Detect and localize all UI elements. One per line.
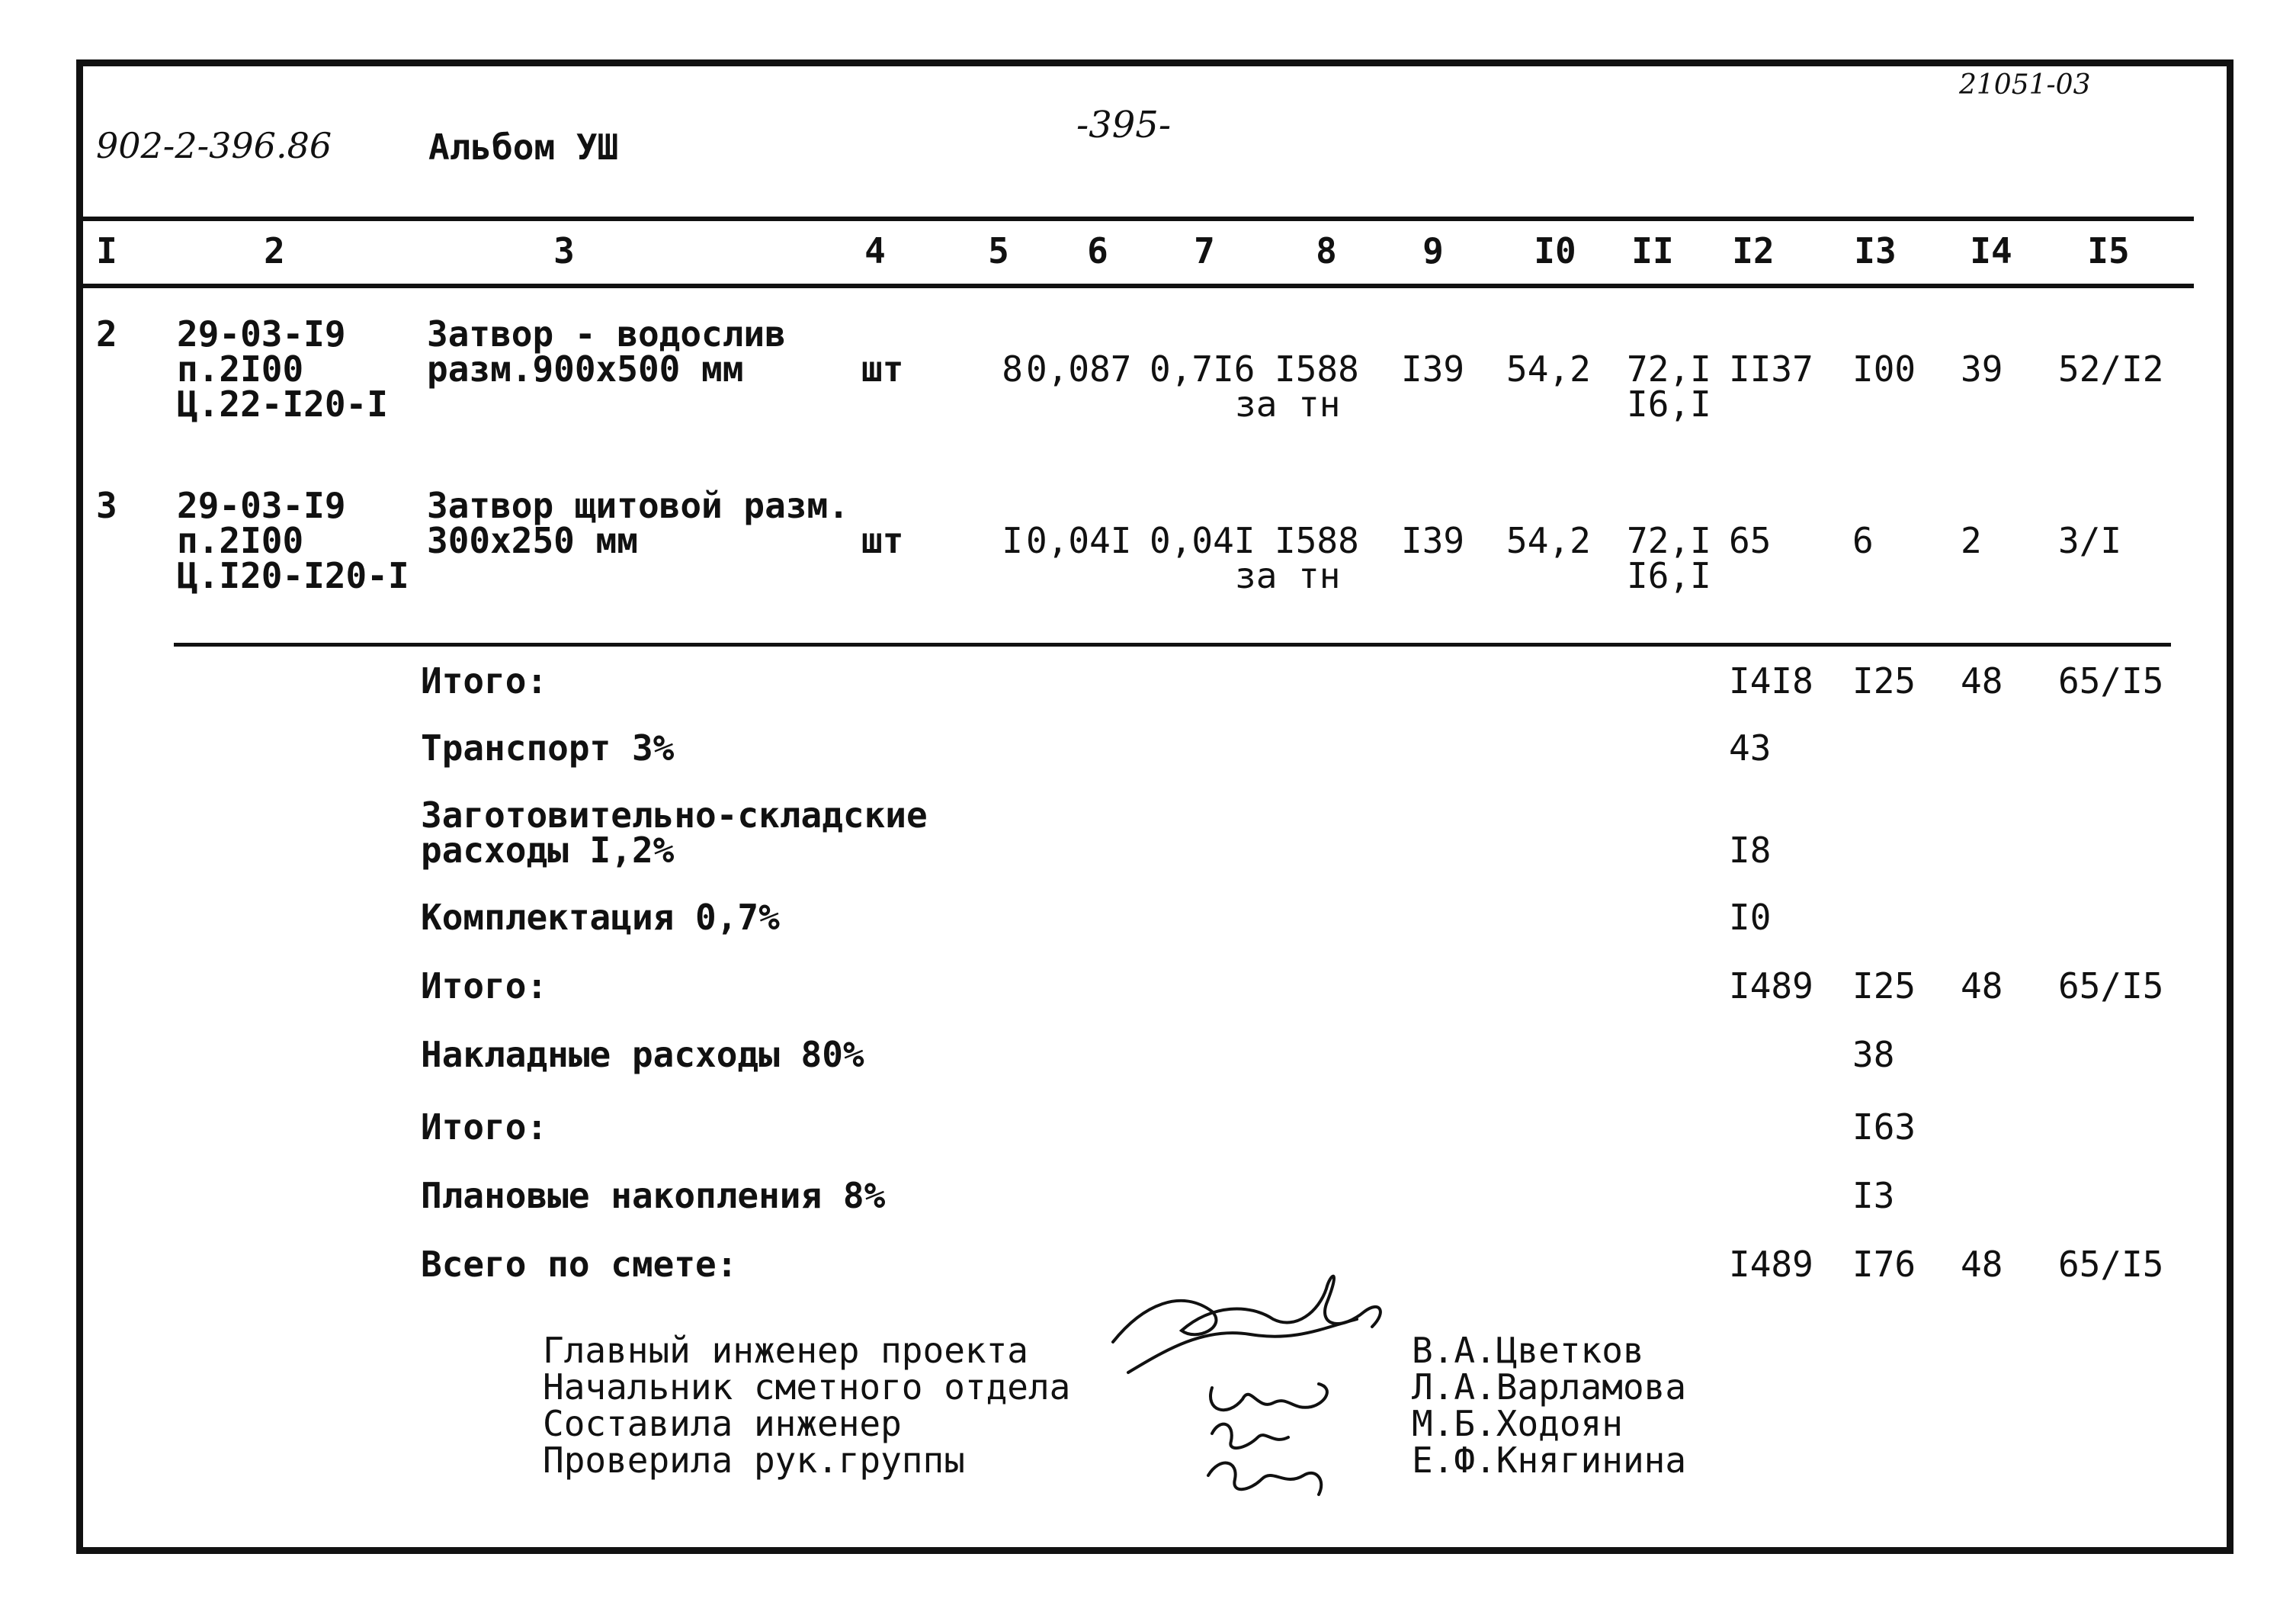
summary-col13: I25	[1852, 660, 1916, 701]
row-number: 2	[96, 313, 117, 355]
summary-col15: 65/I5	[2058, 1244, 2164, 1285]
column-number-1: I	[96, 230, 117, 271]
signatory-role: Начальник сметного отдела	[543, 1366, 1071, 1408]
row-unit: шт	[861, 348, 904, 390]
column-number-14: I4	[1970, 230, 2012, 271]
row-col12: II37	[1729, 348, 1813, 390]
row-col15: 52/I2	[2058, 348, 2164, 390]
row-number: 3	[96, 485, 117, 526]
row-col13: 6	[1852, 520, 1874, 561]
column-number-10: I0	[1534, 230, 1576, 271]
summary-label: Итого:	[421, 965, 548, 1006]
row-col14: 2	[1961, 520, 1982, 561]
summary-col12: I0	[1729, 897, 1772, 938]
summary-col14: 48	[1961, 660, 2003, 701]
row-code-line: п.2I00	[177, 348, 304, 390]
column-number-2: 2	[264, 230, 285, 271]
summary-col14: 48	[1961, 1244, 2003, 1285]
column-number-9: 9	[1422, 230, 1444, 271]
summary-col12: I489	[1729, 1244, 1813, 1285]
signatory-role: Проверила рук.группы	[543, 1440, 965, 1481]
column-number-7: 7	[1194, 230, 1215, 271]
row-col12: 65	[1729, 520, 1772, 561]
column-number-15: I5	[2087, 230, 2130, 271]
row-col13: I00	[1852, 348, 1916, 390]
row-col7: 0,04I	[1150, 520, 1255, 561]
row-col11-line: I6,I	[1627, 384, 1711, 425]
header-rule-top	[82, 217, 2194, 221]
column-number-11: II	[1631, 230, 1674, 271]
column-number-6: 6	[1087, 230, 1108, 271]
summary-label: Итого:	[421, 660, 548, 701]
summary-label: Плановые накопления 8%	[421, 1175, 886, 1216]
signatory-role: Главный инженер проекта	[543, 1330, 1028, 1371]
signatory-name: Е.Ф.Княгинина	[1412, 1440, 1687, 1481]
row-col8: I588	[1275, 520, 1359, 561]
row-col11-line: 72,I	[1627, 520, 1711, 561]
row-name-line: Затвор - водослив	[427, 313, 786, 355]
column-number-12: I2	[1732, 230, 1775, 271]
row-col8: I588	[1275, 348, 1359, 390]
row-name-line: 300х250 мм	[427, 520, 638, 561]
column-number-8: 8	[1316, 230, 1337, 271]
summary-separator	[174, 643, 2171, 647]
row-col15: 3/I	[2058, 520, 2122, 561]
row-unit: шт	[861, 520, 904, 561]
row-code-line: п.2I00	[177, 520, 304, 561]
row-col8-unit: за тн	[1235, 384, 1341, 425]
row-col9: I39	[1401, 520, 1465, 561]
summary-col14: 48	[1961, 965, 2003, 1006]
summary-label: Итого:	[421, 1106, 548, 1148]
column-number-13: I3	[1854, 230, 1897, 271]
row-code-line: Ц.I20-I20-I	[177, 555, 409, 596]
signatory-role: Составила инженер	[543, 1403, 902, 1444]
summary-label: Транспорт 3%	[421, 727, 675, 769]
row-name-line: Затвор щитовой разм.	[427, 485, 849, 526]
stamp-number: 21051-03	[1959, 69, 2091, 101]
row-col14: 39	[1961, 348, 2003, 390]
row-code-line: 29-03-I9	[177, 313, 346, 355]
summary-col13: I76	[1852, 1244, 1916, 1285]
header-rule-bottom	[82, 284, 2194, 288]
summary-label: расходы I,2%	[421, 830, 675, 871]
summary-col12: I4I8	[1729, 660, 1813, 701]
row-col6: 0,087	[1026, 348, 1132, 390]
column-number-3: 3	[553, 230, 575, 271]
summary-col13: I63	[1852, 1106, 1916, 1148]
summary-col13: I3	[1852, 1175, 1895, 1216]
doc-code: 902-2-396.86	[96, 125, 332, 166]
row-qty: I	[1002, 520, 1023, 561]
row-qty: 8	[1002, 348, 1023, 390]
summary-col12: I489	[1729, 965, 1813, 1006]
column-number-4: 4	[864, 230, 886, 271]
handwritten-signatures	[1098, 1258, 1418, 1510]
summary-col12: I8	[1729, 830, 1772, 871]
summary-label: Накладные расходы 80%	[421, 1034, 864, 1075]
row-col8-unit: за тн	[1235, 555, 1341, 596]
row-col10: 54,2	[1506, 348, 1591, 390]
signatory-name: М.Б.Ходоян	[1412, 1403, 1623, 1444]
column-number-5: 5	[988, 230, 1009, 271]
summary-col15: 65/I5	[2058, 965, 2164, 1006]
summary-label: Всего по смете:	[421, 1244, 738, 1285]
summary-col15: 65/I5	[2058, 660, 2164, 701]
row-col11-line: I6,I	[1627, 555, 1711, 596]
signatory-name: В.А.Цветков	[1412, 1330, 1644, 1371]
row-col7: 0,7I6	[1150, 348, 1255, 390]
summary-col13: 38	[1852, 1034, 1895, 1075]
summary-label: Комплектация 0,7%	[421, 897, 780, 938]
row-code-line: Ц.22-I20-I	[177, 384, 388, 425]
summary-label: Заготовительно-складские	[421, 795, 928, 836]
row-col9: I39	[1401, 348, 1465, 390]
summary-col12: 43	[1729, 727, 1772, 769]
signatory-name: Л.А.Варламова	[1412, 1366, 1687, 1408]
album-label: Альбом УШ	[428, 127, 619, 168]
row-col6: 0,04I	[1026, 520, 1132, 561]
row-name-line: разм.900х500 мм	[427, 348, 744, 390]
page-number: -395-	[1076, 104, 1172, 146]
row-col11-line: 72,I	[1627, 348, 1711, 390]
row-col10: 54,2	[1506, 520, 1591, 561]
row-code-line: 29-03-I9	[177, 485, 346, 526]
summary-col13: I25	[1852, 965, 1916, 1006]
